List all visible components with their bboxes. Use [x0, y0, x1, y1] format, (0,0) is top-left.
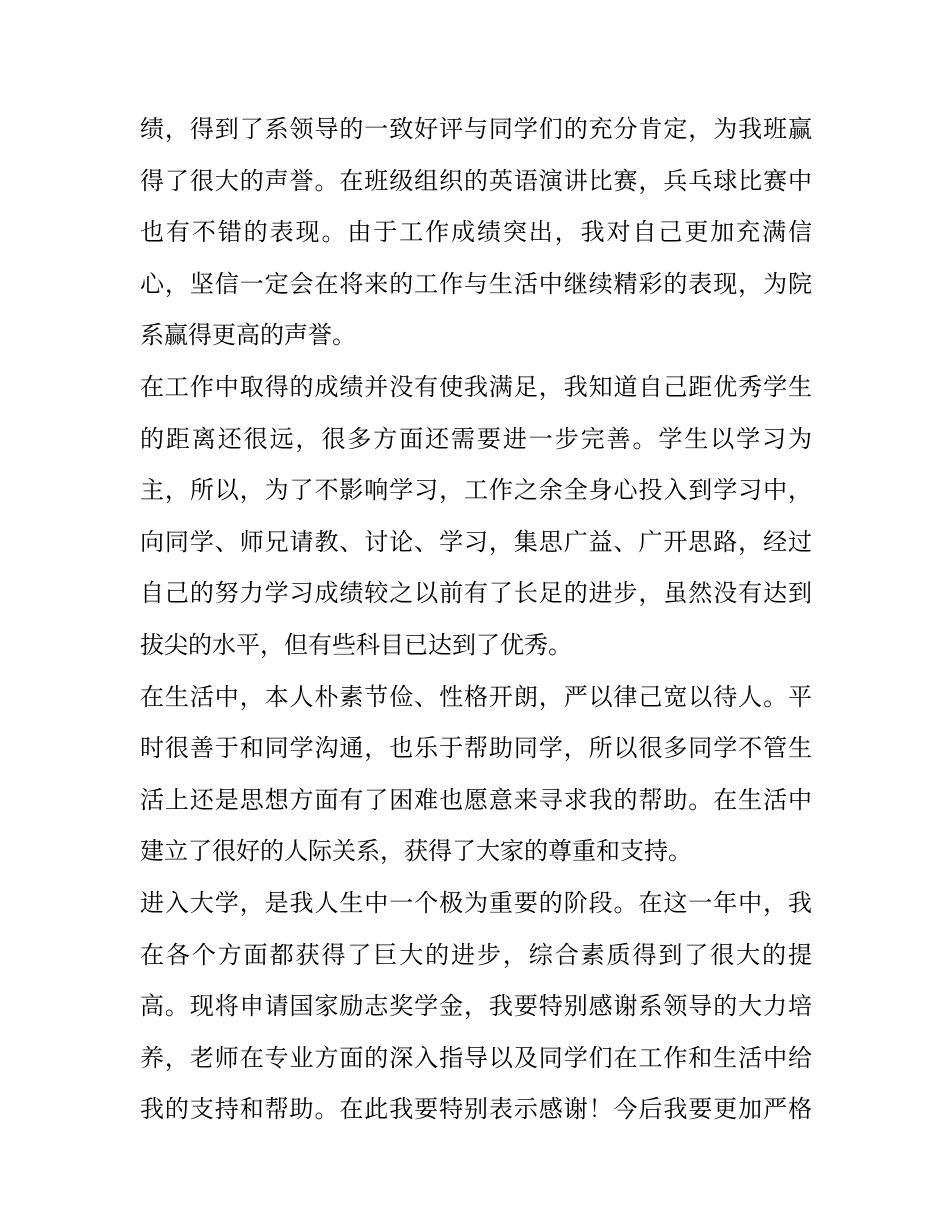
text-line: 养，老师在专业方面的深入指导以及同学们在工作和生活中给: [140, 1043, 812, 1072]
text-line: 得了很大的声誉。在班级组织的英语演讲比赛，兵乓球比赛中: [140, 166, 812, 195]
text-line: 在生活中，本人朴素节俭、性格开朗，严以律己宽以待人。平: [140, 682, 812, 711]
text-line: 我的支持和帮助。在此我要特别表示感谢！今后我要更加严格: [140, 1095, 812, 1124]
text-line: 拔尖的水平，但有些科目已达到了优秀。: [140, 630, 572, 659]
text-line: 也有不错的表现。由于工作成绩突出，我对自己更加充满信: [140, 218, 812, 247]
text-line: 系赢得更高的声誉。: [140, 321, 356, 350]
text-line: 进入大学，是我人生中一个极为重要的阶段。在这一年中，我: [140, 888, 812, 917]
paragraph-2: [140, 362, 812, 672]
text-line: 自己的努力学习成绩较之以前有了长足的进步，虽然没有达到: [140, 579, 812, 608]
text-line: 绩，得到了系领导的一致好评与同学们的充分肯定，为我班赢: [140, 115, 812, 143]
text-line: 的距离还很远，很多方面还需要进一步完善。学生以学习为: [140, 424, 812, 453]
document-body: [140, 104, 812, 1136]
text-line: 主，所以，为了不影响学习，工作之余全身心投入到学习中，: [140, 476, 812, 505]
text-line: 时很善于和同学沟通，也乐于帮助同学，所以很多同学不管生: [140, 734, 812, 763]
text-line: 在各个方面都获得了巨大的进步，综合素质得到了很大的提: [140, 940, 812, 969]
text-line: 建立了很好的人际关系，获得了大家的尊重和支持。: [140, 837, 692, 866]
paragraph-4: [140, 878, 812, 1136]
text-line: 向同学、师兄请教、讨论、学习，集思广益、广开思路，经过: [140, 527, 812, 556]
text-line: 在工作中取得的成绩并没有使我满足，我知道自己距优秀学生: [140, 372, 812, 401]
text-line: 心，坚信一定会在将来的工作与生活中继续精彩的表现，为院: [140, 269, 812, 298]
text-line: 活上还是思想方面有了困难也愿意来寻求我的帮助。在生活中: [140, 785, 812, 814]
paragraph-3: [140, 672, 812, 878]
text-line: 高。现将申请国家励志奖学金，我要特别感谢系领导的大力培: [140, 992, 812, 1021]
paragraph-1: [140, 104, 812, 362]
